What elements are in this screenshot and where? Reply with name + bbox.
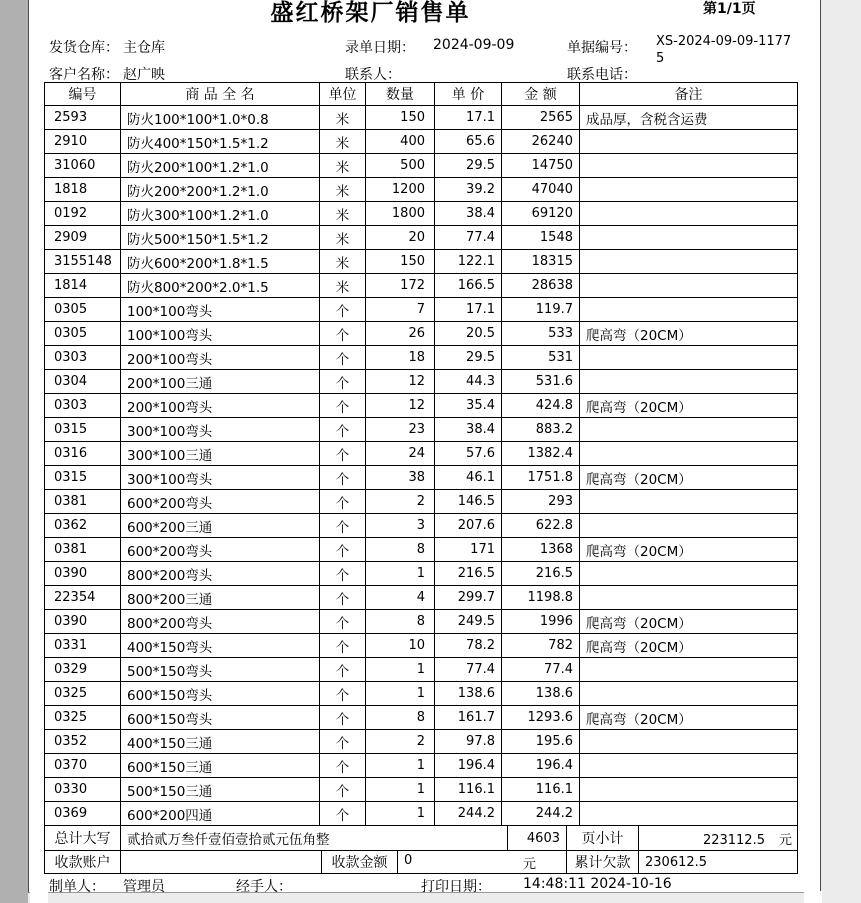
cell-unit: 米 xyxy=(320,154,366,178)
cell-qty: 2 xyxy=(366,730,435,754)
summary-row-payment xyxy=(44,850,798,874)
cell-unit: 个 xyxy=(320,778,366,802)
cell-price: 78.2 xyxy=(435,634,502,658)
received-label: 收款金额 xyxy=(322,851,398,874)
cell-amount: 622.8 xyxy=(502,514,580,538)
col-header-code: 编号 xyxy=(45,83,121,106)
cell-unit: 个 xyxy=(320,322,366,346)
cell-name: 300*100三通 xyxy=(121,442,320,466)
table-row xyxy=(45,586,798,610)
cell-price: 196.4 xyxy=(435,754,502,778)
cell-remark: 爬高弯（20CM） xyxy=(580,322,798,346)
cell-code: 0390 xyxy=(45,610,121,634)
cell-remark xyxy=(580,346,798,370)
table-row xyxy=(45,106,798,130)
cell-price: 46.1 xyxy=(435,466,502,490)
cell-remark xyxy=(580,586,798,610)
cell-code: 0303 xyxy=(45,394,121,418)
cell-amount: 26240 xyxy=(502,130,580,154)
cell-remark xyxy=(580,514,798,538)
table-row xyxy=(45,418,798,442)
cell-qty: 1 xyxy=(366,802,435,826)
cell-unit: 个 xyxy=(320,466,366,490)
cell-unit: 米 xyxy=(320,106,366,130)
table-row xyxy=(45,730,798,754)
cell-amount: 531 xyxy=(502,346,580,370)
table-row xyxy=(45,490,798,514)
cell-qty: 1800 xyxy=(366,202,435,226)
cell-remark xyxy=(580,658,798,682)
doc-no-value: XS-2024-09-09-11775 xyxy=(656,34,792,66)
cell-name: 600*150弯头 xyxy=(121,682,320,706)
table-row xyxy=(45,514,798,538)
cell-code: 31060 xyxy=(45,154,121,178)
cell-amount: 1368 xyxy=(502,538,580,562)
cell-name: 600*150弯头 xyxy=(121,706,320,730)
summary-row-total xyxy=(44,825,798,851)
cell-qty: 12 xyxy=(366,394,435,418)
cell-name: 防火100*100*1.0*0.8 xyxy=(121,106,320,130)
cell-remark: 爬高弯（20CM） xyxy=(580,634,798,658)
col-header-remark: 备注 xyxy=(580,83,798,106)
cell-amount: 47040 xyxy=(502,178,580,202)
table-row xyxy=(45,610,798,634)
cell-price: 122.1 xyxy=(435,250,502,274)
table-row xyxy=(45,202,798,226)
cell-price: 57.6 xyxy=(435,442,502,466)
cell-remark xyxy=(580,562,798,586)
summary-total-row xyxy=(45,826,798,851)
cell-qty: 38 xyxy=(366,466,435,490)
col-header-amount: 金 额 xyxy=(502,83,580,106)
cell-qty: 1 xyxy=(366,658,435,682)
cell-remark xyxy=(580,178,798,202)
cell-code: 0331 xyxy=(45,634,121,658)
cell-price: 116.1 xyxy=(435,778,502,802)
maker-value: 管理员 xyxy=(123,879,165,895)
cell-qty: 12 xyxy=(366,370,435,394)
cell-unit: 个 xyxy=(320,346,366,370)
cell-qty: 1 xyxy=(366,682,435,706)
print-date-label: 打印日期： xyxy=(421,879,491,895)
cell-unit: 个 xyxy=(320,802,366,826)
cell-unit: 个 xyxy=(320,562,366,586)
cell-code: 1818 xyxy=(45,178,121,202)
cell-name: 600*200三通 xyxy=(121,514,320,538)
table-row xyxy=(45,226,798,250)
page-subtotal-cell xyxy=(639,826,798,851)
cell-name: 防火400*150*1.5*1.2 xyxy=(121,130,320,154)
cell-qty: 400 xyxy=(366,130,435,154)
phone-label: 联系电话： xyxy=(567,67,637,83)
col-header-unit: 单位 xyxy=(320,83,366,106)
cell-unit: 米 xyxy=(320,226,366,250)
cell-name: 300*100弯头 xyxy=(121,466,320,490)
cell-amount: 18315 xyxy=(502,250,580,274)
cell-remark xyxy=(580,754,798,778)
cell-qty: 500 xyxy=(366,154,435,178)
cell-amount: 1293.6 xyxy=(502,706,580,730)
cell-qty: 18 xyxy=(366,346,435,370)
customer-label: 客户名称： xyxy=(49,67,119,83)
cell-price: 65.6 xyxy=(435,130,502,154)
cell-unit: 个 xyxy=(320,538,366,562)
cell-remark xyxy=(580,250,798,274)
table-row xyxy=(45,298,798,322)
cell-qty: 150 xyxy=(366,250,435,274)
cell-amount: 424.8 xyxy=(502,394,580,418)
items-table-header-row xyxy=(45,83,798,106)
cell-remark xyxy=(580,226,798,250)
cell-amount: 1996 xyxy=(502,610,580,634)
cell-remark: 爬高弯（20CM） xyxy=(580,706,798,730)
cell-remark xyxy=(580,490,798,514)
customer-value: 赵广映 xyxy=(123,67,165,83)
cell-unit: 米 xyxy=(320,130,366,154)
cell-qty: 8 xyxy=(366,538,435,562)
cell-qty: 150 xyxy=(366,106,435,130)
table-row xyxy=(45,682,798,706)
cell-name: 100*100弯头 xyxy=(121,322,320,346)
cell-name: 400*150弯头 xyxy=(121,634,320,658)
cell-name: 防火200*200*1.2*1.0 xyxy=(121,178,320,202)
cell-remark: 爬高弯（20CM） xyxy=(580,394,798,418)
cell-name: 600*150三通 xyxy=(121,754,320,778)
table-row xyxy=(45,706,798,730)
table-row xyxy=(45,154,798,178)
cell-code: 0315 xyxy=(45,418,121,442)
cell-unit: 个 xyxy=(320,418,366,442)
items-table xyxy=(44,82,798,826)
received-unit: 元 xyxy=(522,856,536,872)
print-date-value: 14:48:11 2024-10-16 xyxy=(523,876,672,892)
cell-amount: 216.5 xyxy=(502,562,580,586)
cell-unit: 个 xyxy=(320,490,366,514)
contact-label: 联系人： xyxy=(345,67,401,83)
cell-remark: 爬高弯（20CM） xyxy=(580,610,798,634)
cell-price: 171 xyxy=(435,538,502,562)
cell-name: 200*100弯头 xyxy=(121,394,320,418)
cell-unit: 个 xyxy=(320,394,366,418)
cell-code: 0325 xyxy=(45,706,121,730)
cell-name: 防火500*150*1.5*1.2 xyxy=(121,226,320,250)
received-value: 0 xyxy=(404,852,413,868)
cell-price: 38.4 xyxy=(435,418,502,442)
cell-qty: 20 xyxy=(366,226,435,250)
cell-remark xyxy=(580,802,798,826)
sales-order-page xyxy=(28,0,821,893)
cell-remark xyxy=(580,778,798,802)
cell-unit: 个 xyxy=(320,634,366,658)
cell-price: 29.5 xyxy=(435,346,502,370)
table-row xyxy=(45,802,798,826)
cell-qty: 4 xyxy=(366,586,435,610)
cell-code: 0352 xyxy=(45,730,121,754)
table-row xyxy=(45,778,798,802)
table-row xyxy=(45,250,798,274)
cell-code: 0325 xyxy=(45,682,121,706)
cell-qty: 8 xyxy=(366,706,435,730)
cell-name: 800*200弯头 xyxy=(121,610,320,634)
cell-amount: 77.4 xyxy=(502,658,580,682)
cell-remark xyxy=(580,418,798,442)
table-row xyxy=(45,658,798,682)
cell-price: 138.6 xyxy=(435,682,502,706)
cell-remark xyxy=(580,298,798,322)
table-row xyxy=(45,538,798,562)
cell-name: 800*200弯头 xyxy=(121,562,320,586)
cell-price: 29.5 xyxy=(435,154,502,178)
page-number: 第1/1页 xyxy=(703,1,756,17)
cell-amount: 1382.4 xyxy=(502,442,580,466)
cell-name: 500*150弯头 xyxy=(121,658,320,682)
received-cell xyxy=(398,851,567,874)
cell-price: 77.4 xyxy=(435,658,502,682)
cell-amount: 883.2 xyxy=(502,418,580,442)
cell-code: 0192 xyxy=(45,202,121,226)
cell-remark: 爬高弯（20CM） xyxy=(580,466,798,490)
cell-price: 299.7 xyxy=(435,586,502,610)
cell-name: 防火800*200*2.0*1.5 xyxy=(121,274,320,298)
cell-amount: 293 xyxy=(502,490,580,514)
table-row xyxy=(45,562,798,586)
cell-price: 166.5 xyxy=(435,274,502,298)
table-row xyxy=(45,394,798,418)
col-header-name: 商 品 全 名 xyxy=(121,83,320,106)
table-row xyxy=(45,274,798,298)
cell-amount: 138.6 xyxy=(502,682,580,706)
cell-qty: 1 xyxy=(366,778,435,802)
cell-name: 600*200四通 xyxy=(121,802,320,826)
cell-code: 0305 xyxy=(45,322,121,346)
cell-remark xyxy=(580,130,798,154)
cell-unit: 米 xyxy=(320,178,366,202)
page-margin-left xyxy=(0,0,28,903)
table-row xyxy=(45,346,798,370)
warehouse-value: 主仓库 xyxy=(123,40,165,56)
cell-unit: 个 xyxy=(320,370,366,394)
cell-price: 216.5 xyxy=(435,562,502,586)
entry-date-label: 录单日期： xyxy=(345,40,415,56)
cell-code: 0370 xyxy=(45,754,121,778)
cell-unit: 个 xyxy=(320,610,366,634)
cell-name: 200*100三通 xyxy=(121,370,320,394)
cell-name: 300*100弯头 xyxy=(121,418,320,442)
cell-name: 200*100弯头 xyxy=(121,346,320,370)
cell-remark: 成品厚，含税含运费 xyxy=(580,106,798,130)
next-page-corner-left xyxy=(30,891,48,903)
total-caps-value: 贰拾贰万叁仟壹佰壹拾贰元伍角整 xyxy=(121,826,508,851)
cell-name: 防火300*100*1.2*1.0 xyxy=(121,202,320,226)
cell-amount: 2565 xyxy=(502,106,580,130)
items-table-wrap xyxy=(44,82,798,874)
cell-name: 防火200*100*1.2*1.0 xyxy=(121,154,320,178)
cell-price: 17.1 xyxy=(435,106,502,130)
cell-name: 600*200弯头 xyxy=(121,538,320,562)
cell-unit: 个 xyxy=(320,682,366,706)
cell-code: 0303 xyxy=(45,346,121,370)
handler-label: 经手人： xyxy=(236,879,292,895)
table-row xyxy=(45,322,798,346)
arrears-label: 累计欠款 xyxy=(567,851,639,874)
cell-price: 97.8 xyxy=(435,730,502,754)
cell-qty: 3 xyxy=(366,514,435,538)
cell-price: 17.1 xyxy=(435,298,502,322)
cell-unit: 个 xyxy=(320,658,366,682)
arrears-value: 230612.5 xyxy=(639,851,798,874)
cell-code: 2909 xyxy=(45,226,121,250)
cell-code: 2593 xyxy=(45,106,121,130)
cell-name: 400*150三通 xyxy=(121,730,320,754)
total-quantity: 4603 xyxy=(508,826,567,851)
maker-label: 制单人： xyxy=(49,879,105,895)
cell-price: 20.5 xyxy=(435,322,502,346)
cell-code: 22354 xyxy=(45,586,121,610)
cell-amount: 14750 xyxy=(502,154,580,178)
cell-remark xyxy=(580,730,798,754)
cell-name: 600*200弯头 xyxy=(121,490,320,514)
page-subtotal-unit: 元 xyxy=(778,832,792,848)
table-row xyxy=(45,754,798,778)
cell-name: 500*150三通 xyxy=(121,778,320,802)
cell-code: 0315 xyxy=(45,466,121,490)
col-header-qty: 数量 xyxy=(366,83,435,106)
cell-price: 207.6 xyxy=(435,514,502,538)
cell-code: 0316 xyxy=(45,442,121,466)
cell-code: 0305 xyxy=(45,298,121,322)
cell-name: 800*200三通 xyxy=(121,586,320,610)
cell-code: 0362 xyxy=(45,514,121,538)
table-row xyxy=(45,130,798,154)
cell-code: 0329 xyxy=(45,658,121,682)
cell-qty: 23 xyxy=(366,418,435,442)
cell-qty: 2 xyxy=(366,490,435,514)
cell-code: 0330 xyxy=(45,778,121,802)
table-row xyxy=(45,634,798,658)
cell-price: 38.4 xyxy=(435,202,502,226)
cell-amount: 531.6 xyxy=(502,370,580,394)
cell-amount: 116.1 xyxy=(502,778,580,802)
cell-amount: 1548 xyxy=(502,226,580,250)
cell-price: 39.2 xyxy=(435,178,502,202)
cell-amount: 119.7 xyxy=(502,298,580,322)
next-page-corner-right xyxy=(804,891,822,903)
cell-amount: 244.2 xyxy=(502,802,580,826)
doc-no-label: 单据编号： xyxy=(567,40,637,56)
cell-amount: 782 xyxy=(502,634,580,658)
summary-payment-row xyxy=(45,851,798,874)
cell-qty: 1 xyxy=(366,754,435,778)
cell-unit: 个 xyxy=(320,586,366,610)
page-title: 盛红桥架厂销售单 xyxy=(270,0,471,26)
cell-amount: 195.6 xyxy=(502,730,580,754)
cell-remark xyxy=(580,154,798,178)
cell-unit: 米 xyxy=(320,274,366,298)
table-row xyxy=(45,442,798,466)
cell-unit: 米 xyxy=(320,202,366,226)
cell-remark xyxy=(580,274,798,298)
col-header-price: 单 价 xyxy=(435,83,502,106)
cell-qty: 172 xyxy=(366,274,435,298)
cell-qty: 24 xyxy=(366,442,435,466)
cell-code: 2910 xyxy=(45,130,121,154)
cell-price: 44.3 xyxy=(435,370,502,394)
cell-unit: 米 xyxy=(320,250,366,274)
cell-amount: 533 xyxy=(502,322,580,346)
cell-qty: 1 xyxy=(366,562,435,586)
cell-unit: 个 xyxy=(320,730,366,754)
cell-remark xyxy=(580,682,798,706)
cell-remark xyxy=(580,202,798,226)
total-caps-label: 总计大写 xyxy=(45,826,121,851)
table-row xyxy=(45,370,798,394)
cell-price: 77.4 xyxy=(435,226,502,250)
cell-price: 244.2 xyxy=(435,802,502,826)
page-subtotal-value: 223112.5 xyxy=(702,832,765,848)
cell-qty: 8 xyxy=(366,610,435,634)
cell-remark xyxy=(580,370,798,394)
cell-code: 3155148 xyxy=(45,250,121,274)
cell-code: 0390 xyxy=(45,562,121,586)
cell-unit: 个 xyxy=(320,514,366,538)
cell-price: 249.5 xyxy=(435,610,502,634)
cell-remark xyxy=(580,442,798,466)
cell-unit: 个 xyxy=(320,442,366,466)
cell-code: 0381 xyxy=(45,490,121,514)
cell-amount: 196.4 xyxy=(502,754,580,778)
account-label: 收款账户 xyxy=(45,851,121,874)
account-value xyxy=(121,851,322,874)
cell-qty: 1200 xyxy=(366,178,435,202)
cell-amount: 69120 xyxy=(502,202,580,226)
items-table-body xyxy=(45,106,798,826)
cell-price: 146.5 xyxy=(435,490,502,514)
cell-qty: 10 xyxy=(366,634,435,658)
cell-qty: 26 xyxy=(366,322,435,346)
table-row xyxy=(45,178,798,202)
cell-code: 0381 xyxy=(45,538,121,562)
cell-unit: 个 xyxy=(320,754,366,778)
cell-name: 100*100弯头 xyxy=(121,298,320,322)
cell-code: 0369 xyxy=(45,802,121,826)
page-subtotal-label: 页小计 xyxy=(567,826,639,851)
table-row xyxy=(45,466,798,490)
warehouse-label: 发货仓库： xyxy=(49,40,119,56)
cell-amount: 28638 xyxy=(502,274,580,298)
cell-price: 161.7 xyxy=(435,706,502,730)
cell-amount: 1198.8 xyxy=(502,586,580,610)
cell-unit: 个 xyxy=(320,706,366,730)
cell-price: 35.4 xyxy=(435,394,502,418)
cell-code: 0304 xyxy=(45,370,121,394)
cell-code: 1814 xyxy=(45,274,121,298)
entry-date-value: 2024-09-09 xyxy=(433,37,515,53)
cell-unit: 个 xyxy=(320,298,366,322)
cell-amount: 1751.8 xyxy=(502,466,580,490)
cell-remark: 爬高弯（20CM） xyxy=(580,538,798,562)
cell-qty: 7 xyxy=(366,298,435,322)
cell-name: 防火600*200*1.8*1.5 xyxy=(121,250,320,274)
